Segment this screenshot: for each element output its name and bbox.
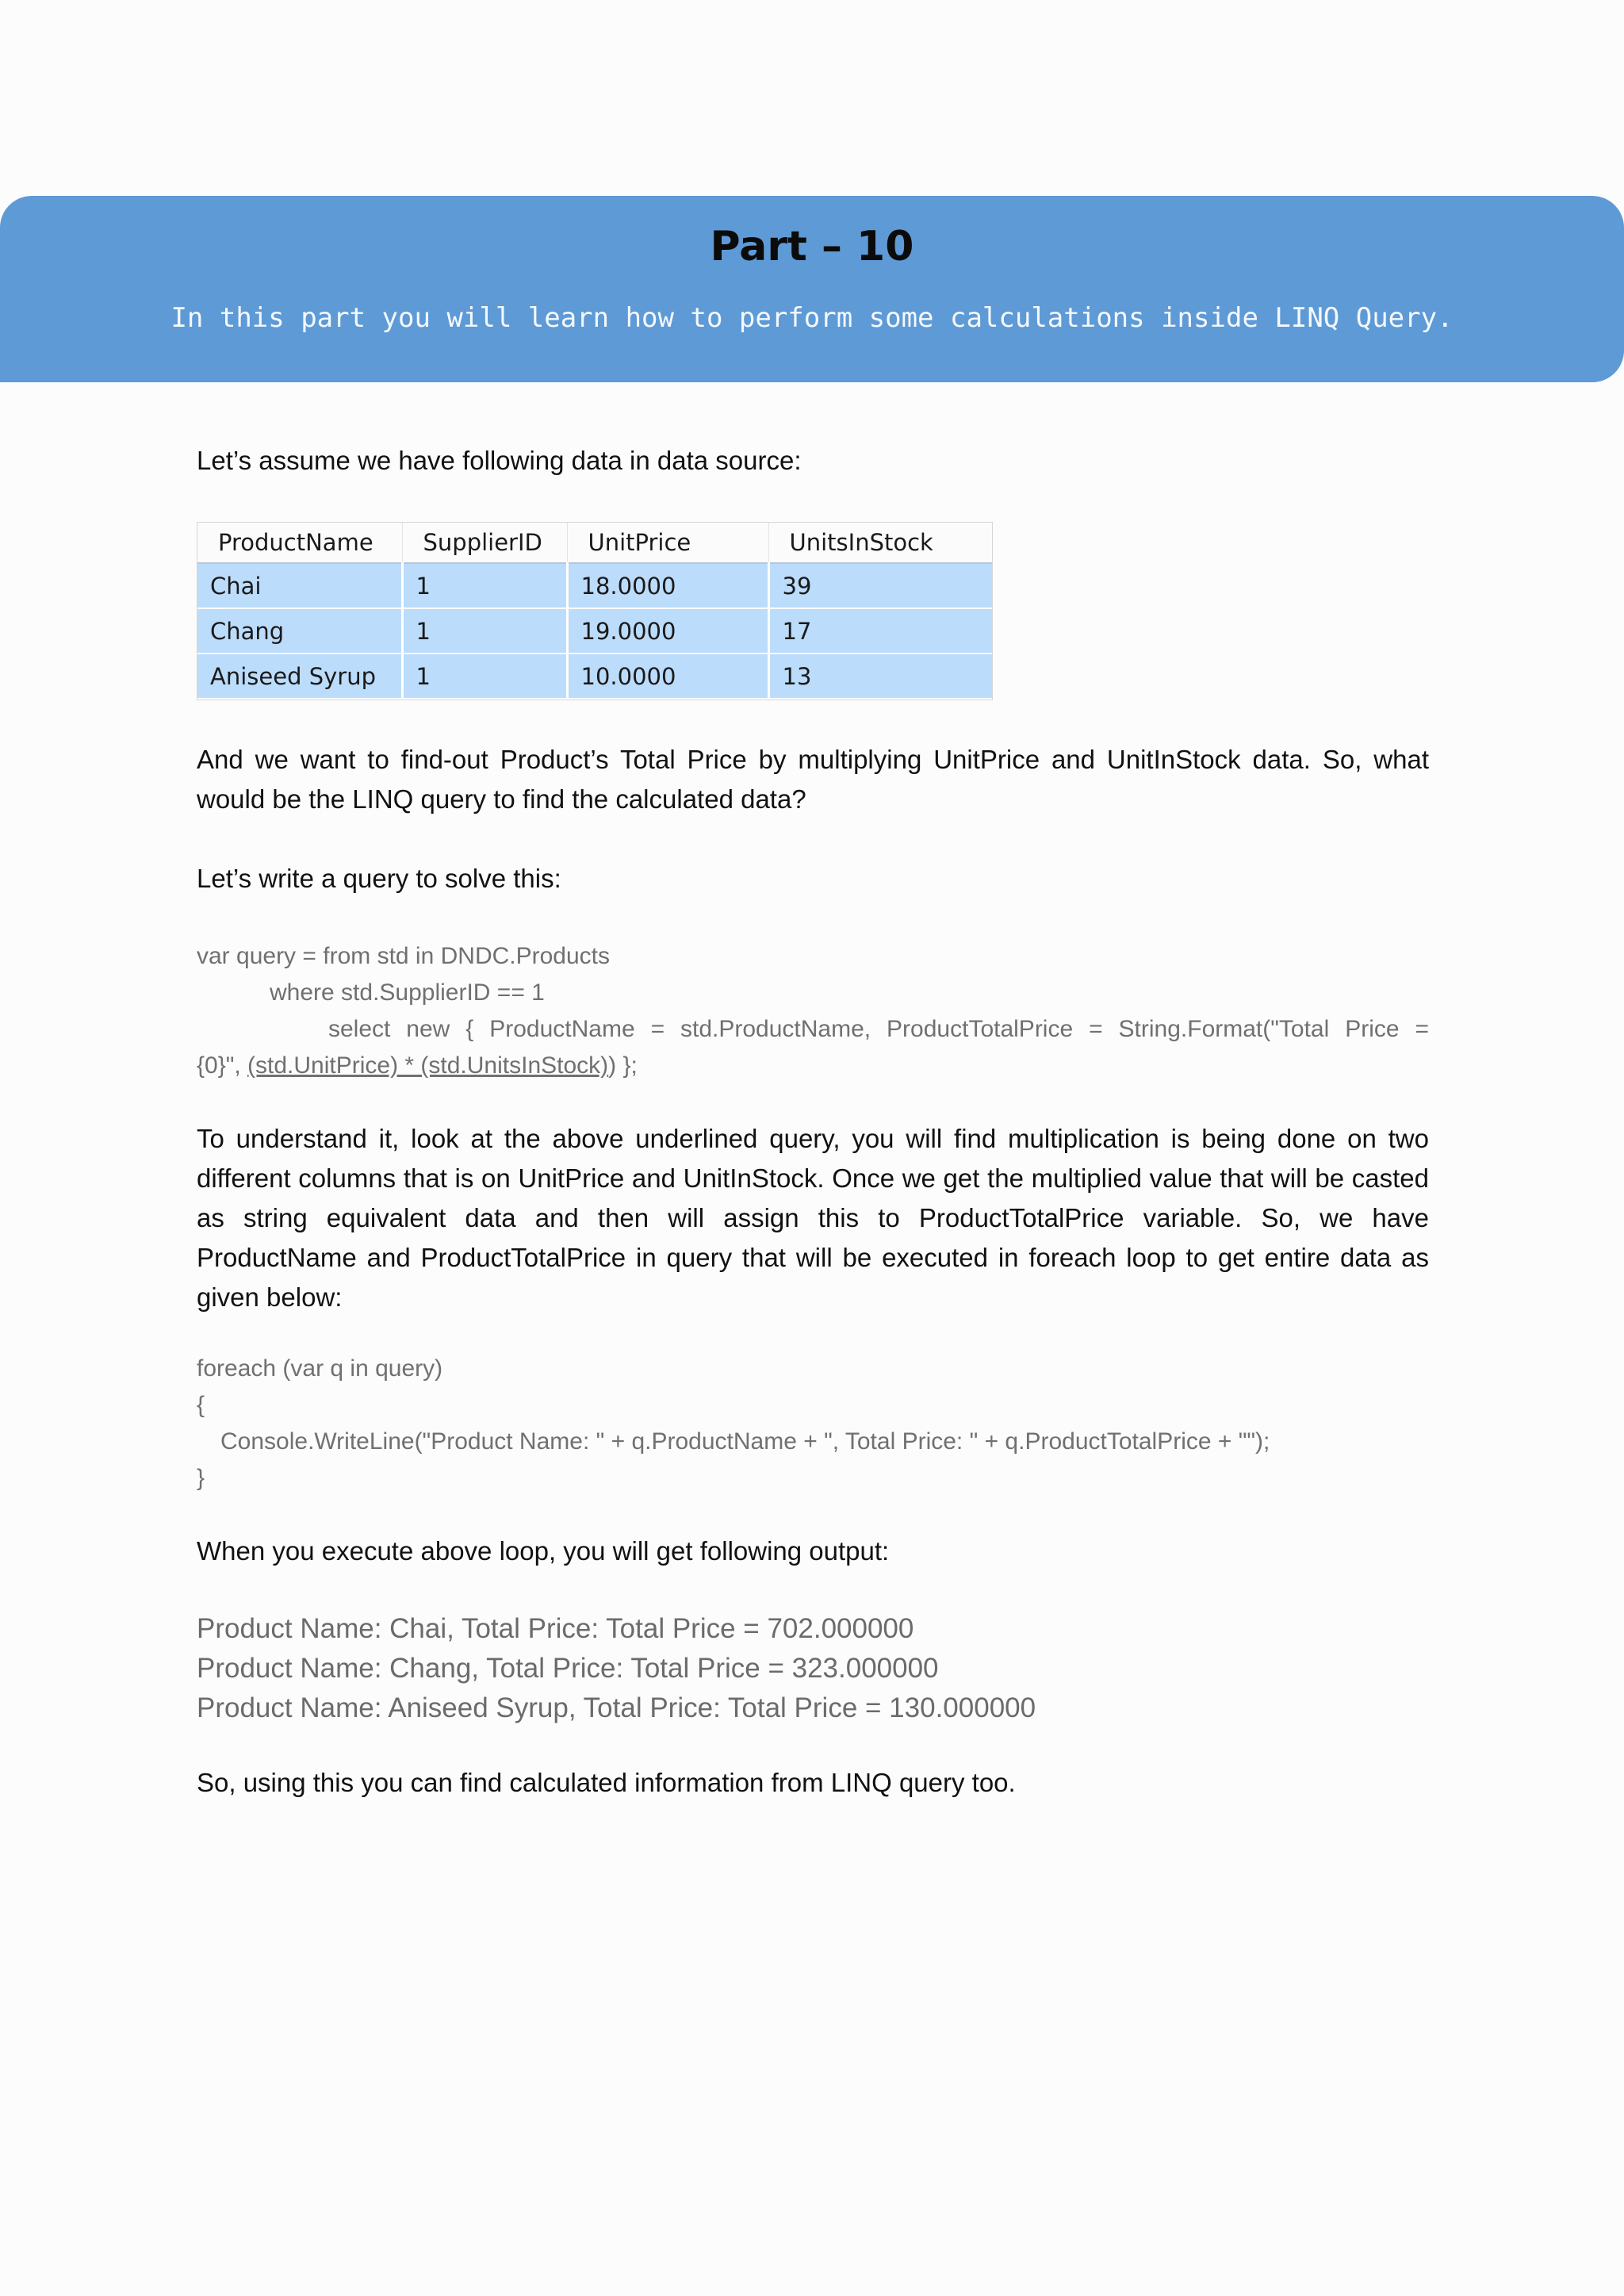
explanation-paragraph: To understand it, look at the above underlined query, you will find multiplication is being done on two different columns that is on UnitPrice and UnitInStock. Once we get the multiplied value that will be casted as string equivalent data and then will assign this to ProductTotalPrice variable. So, we have ProductName and ProductTotalPrice in query that will be executed in foreach loop to get entire data as given below:: [197, 1124, 1429, 1312]
underlined-expression: (std.UnitPrice) * (std.UnitsInStock): [247, 1052, 609, 1079]
output-line: Product Name: Aniseed Syrup, Total Price: Total Price = 130.000000: [197, 1692, 1036, 1723]
code-line: [197, 1048, 1429, 1084]
code-fragment: {0}",: [197, 1052, 248, 1079]
table-row: [197, 563, 992, 608]
table-cell: 19.0000: [567, 608, 768, 654]
table-cell: 1: [402, 563, 567, 608]
lets-write-paragraph: Let’s write a query to solve this:: [197, 864, 561, 893]
table-cell: Aniseed Syrup: [197, 654, 402, 699]
code-line: select new { ProductName = std.ProductName, ProductTotalPrice = String.Format("Total Price =: [328, 1016, 1429, 1042]
column-header-productname: ProductName: [197, 523, 402, 563]
code-line: where std.SupplierID == 1: [270, 979, 545, 1006]
table-cell: 18.0000: [567, 563, 768, 608]
table-cell: 17: [768, 608, 992, 654]
intro-paragraph: Let’s assume we have following data in data source:: [197, 446, 802, 475]
table-header-row: [197, 523, 992, 563]
column-header-unitsinstock: UnitsInStock: [768, 523, 992, 563]
code-fragment: ) };: [608, 1052, 638, 1079]
page-title: Part – 10: [710, 223, 914, 270]
table-row: [197, 654, 992, 699]
table-cell: 1: [402, 608, 567, 654]
question-paragraph: And we want to find-out Product’s Total Price by multiplying UnitPrice and UnitInStock data. So, what would be the LINQ query to find the calculated data?: [197, 745, 1429, 814]
table-cell: 1: [402, 654, 567, 699]
output-line: Product Name: Chang, Total Price: Total Price = 323.000000: [197, 1653, 939, 1684]
code-line: var query = from std in DNDC.Products: [197, 943, 611, 969]
table-row: [197, 608, 992, 654]
table-cell: 13: [768, 654, 992, 699]
table-cell: 10.0000: [567, 654, 768, 699]
column-header-unitprice: UnitPrice: [567, 523, 768, 563]
loop-code-block: [197, 1351, 1429, 1497]
output-line: Product Name: Chai, Total Price: Total Price = 702.000000: [197, 1613, 914, 1644]
products-table: [197, 523, 992, 700]
conclusion-paragraph: So, using this you can find calculated information from LINQ query too.: [197, 1768, 1016, 1797]
output-block: [197, 1609, 1429, 1728]
document-body: [197, 441, 1429, 1803]
column-header-supplierid: SupplierID: [402, 523, 567, 563]
table-cell: 39: [768, 563, 992, 608]
execute-paragraph: When you execute above loop, you will get following output:: [197, 1536, 890, 1566]
code-line: foreach (var q in query): [197, 1355, 443, 1382]
code-line: }: [197, 1465, 205, 1491]
table-cell: Chai: [197, 563, 402, 608]
page-subtitle: In this part you will learn how to perform some calculations inside LINQ Query.: [170, 302, 1454, 334]
data-grid: [197, 522, 993, 700]
code-line: {: [197, 1392, 205, 1418]
code-line: Console.WriteLine("Product Name: " + q.ProductName + ", Total Price: " + q.ProductTotalPrice + "");: [220, 1428, 1270, 1455]
query-code-block: [197, 938, 1429, 1084]
table-cell: Chang: [197, 608, 402, 654]
